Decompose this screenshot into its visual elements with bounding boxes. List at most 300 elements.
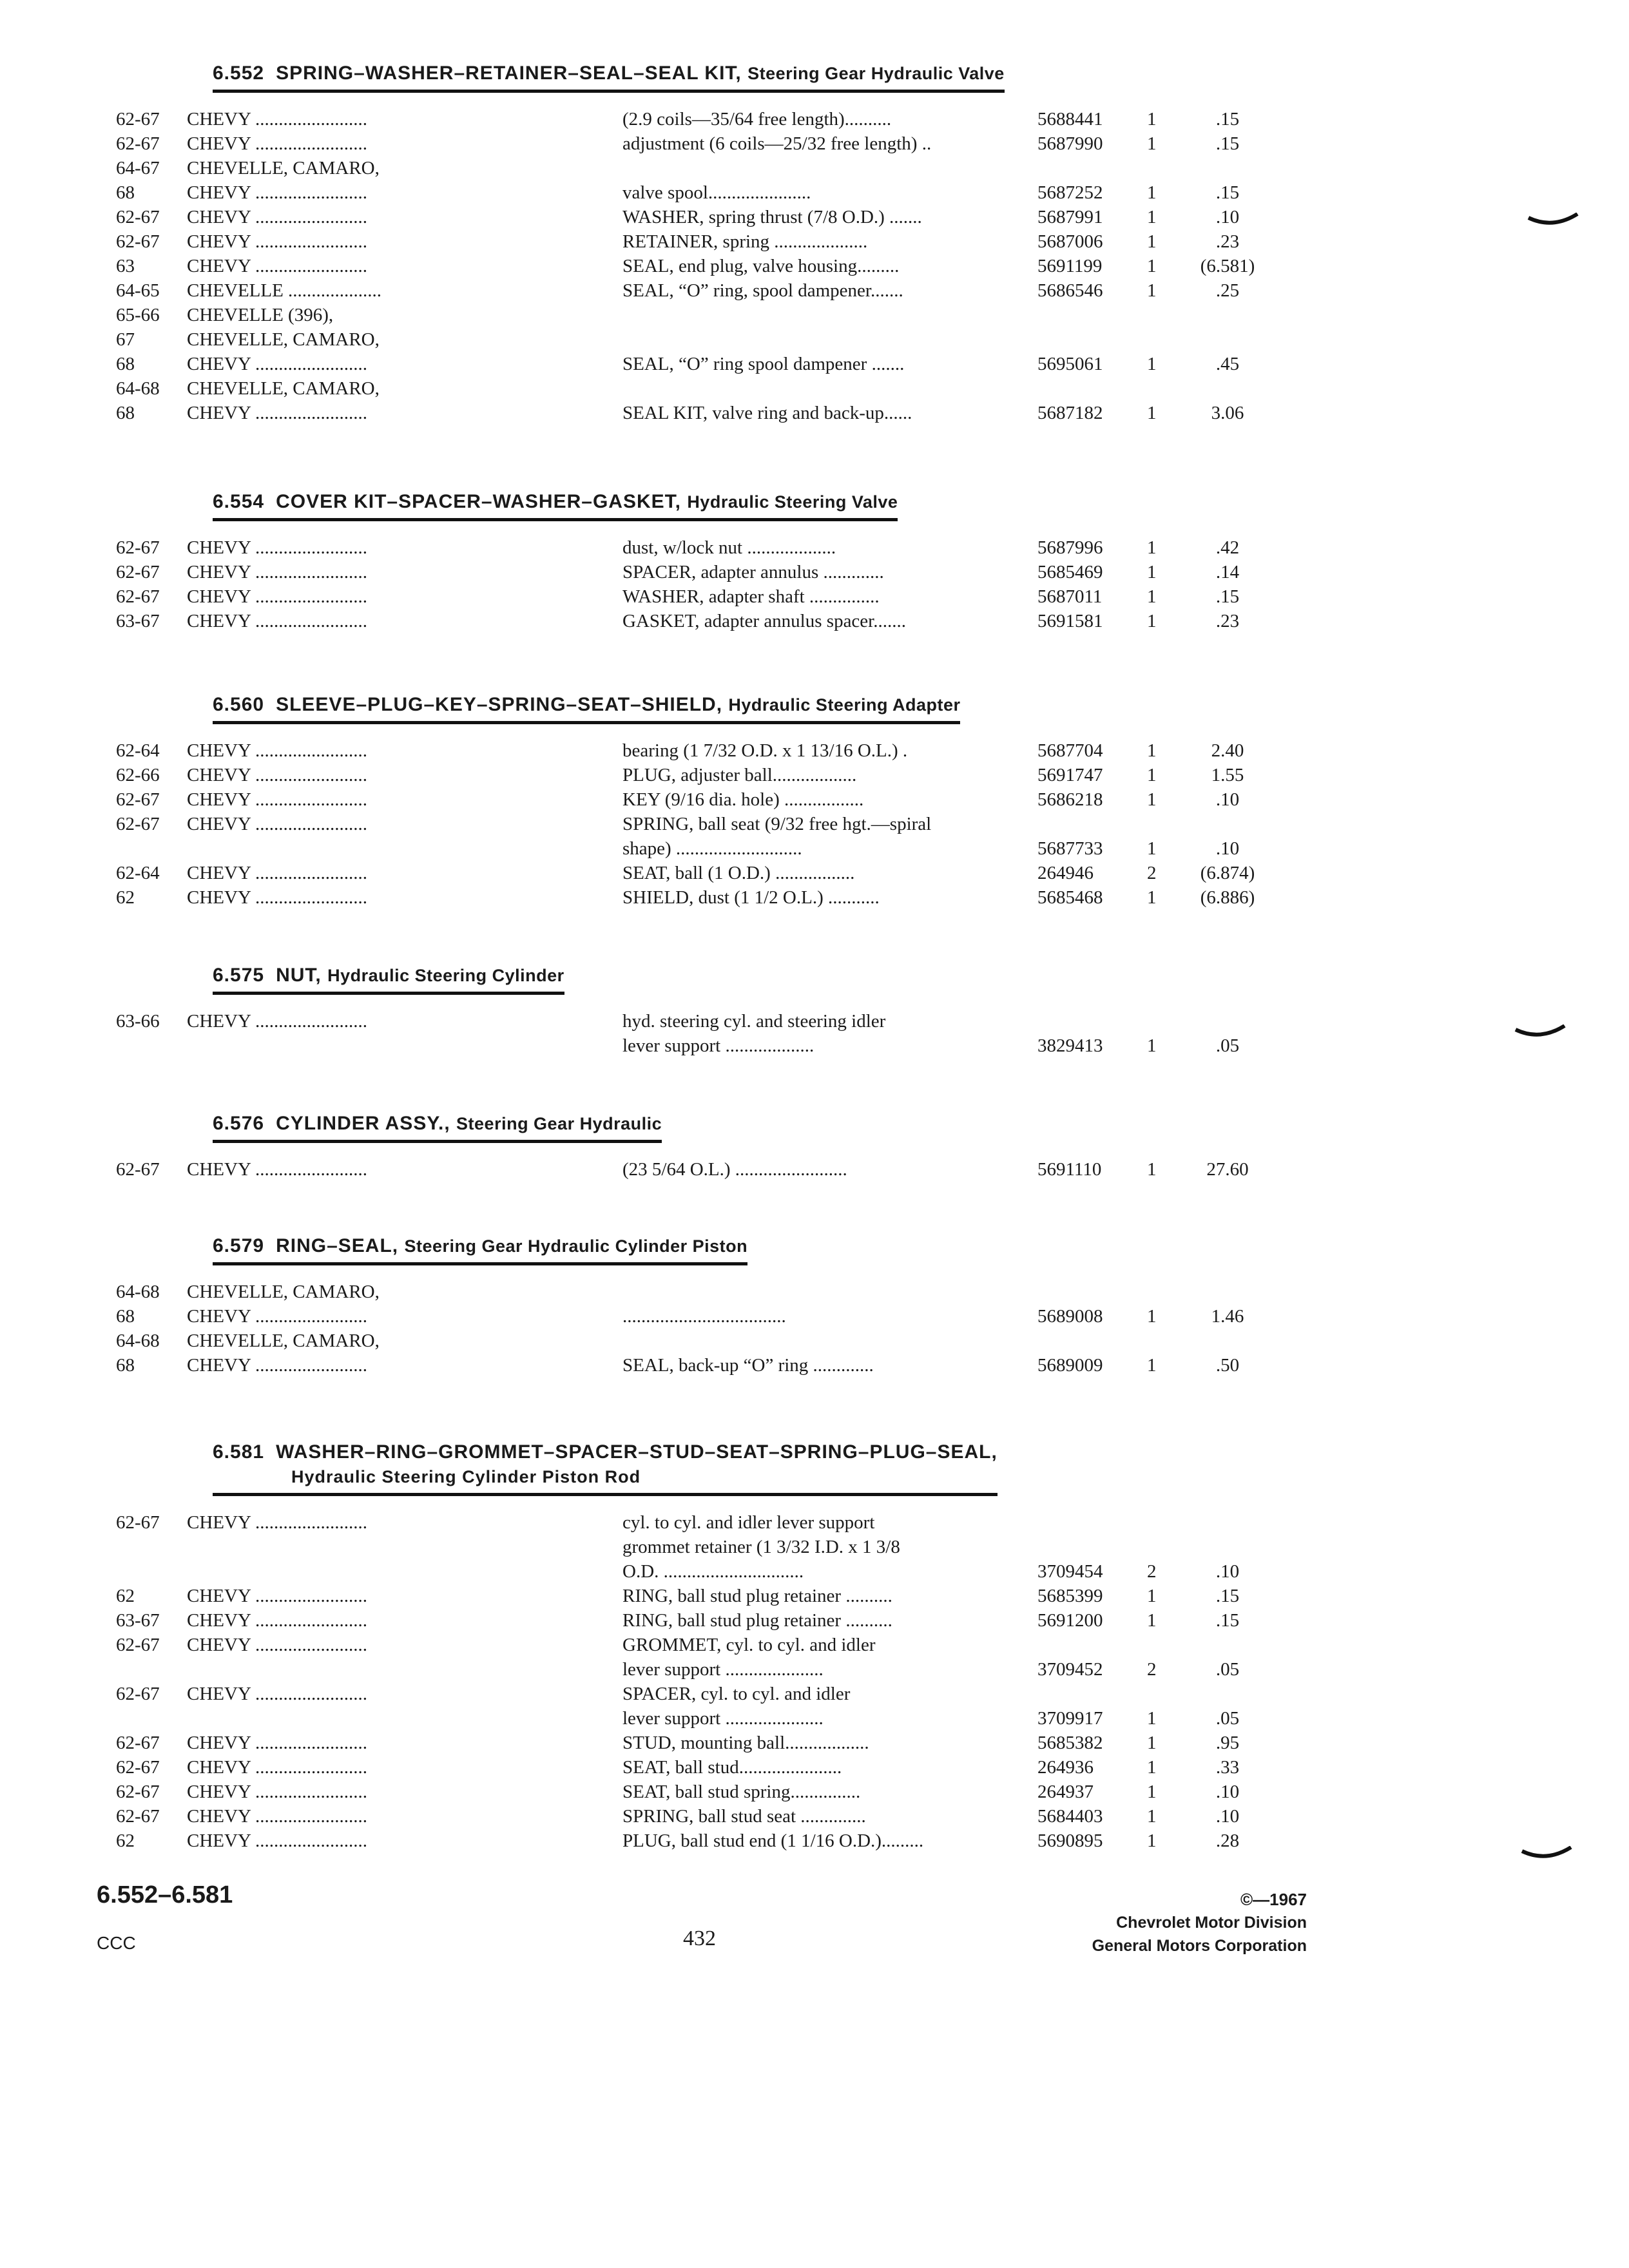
table-row: [103, 1608, 1302, 1633]
part-description: SPRING, ball seat (9/32 free hgt.—spiral: [622, 814, 932, 834]
table-row: [103, 205, 1302, 229]
catalog-section: [103, 490, 1302, 633]
model-year: 62-67: [116, 1782, 160, 1802]
corporation-name: General Motors Corporation: [1092, 1937, 1307, 1955]
model-year: 62-64: [116, 863, 160, 883]
catalog-section: [103, 1234, 1302, 1378]
table-row: [103, 229, 1302, 254]
vehicle-make: CHEVY ........................: [187, 109, 368, 130]
part-description: ...................................: [622, 1306, 786, 1327]
model-year: 62-67: [116, 1733, 160, 1753]
quantity: 1: [1147, 562, 1157, 582]
part-description: cyl. to cyl. and idler lever support: [622, 1512, 875, 1533]
model-year: 62-67: [116, 109, 160, 130]
section-heading: [213, 1111, 662, 1143]
part-number: 5690895: [1037, 1831, 1103, 1851]
section-title: NUT,: [276, 965, 322, 986]
quantity: 1: [1147, 133, 1157, 154]
part-number: 3829413: [1037, 1035, 1103, 1056]
price: .10: [1215, 1782, 1240, 1802]
section-heading: [213, 963, 564, 995]
table-row: [103, 1780, 1302, 1804]
price: 1.46: [1211, 1306, 1244, 1327]
part-number: 5687990: [1037, 133, 1103, 154]
vehicle-make: CHEVY ........................: [187, 1806, 368, 1827]
table-row: [103, 303, 1302, 327]
table-row: [103, 836, 1302, 861]
model-year: 62-67: [116, 133, 160, 154]
part-description: RING, ball stud plug retainer ..........: [622, 1610, 892, 1631]
section-heading: [213, 61, 1005, 93]
price: .28: [1215, 1831, 1240, 1851]
price: .05: [1215, 1035, 1240, 1056]
vehicle-make: CHEVY ........................: [187, 611, 368, 631]
vehicle-make: CHEVELLE, CAMARO,: [187, 329, 380, 350]
part-description: grommet retainer (1 3/32 I.D. x 1 3/8: [622, 1537, 900, 1557]
part-description: hyd. steering cyl. and steering idler: [622, 1011, 886, 1032]
price: 2.40: [1211, 740, 1244, 761]
vehicle-make: CHEVY ........................: [187, 1684, 368, 1704]
catalog-section: [103, 61, 1302, 425]
vehicle-make: CHEVY ........................: [187, 1610, 368, 1631]
quantity: 1: [1147, 1306, 1157, 1327]
margin-tick-mark: [1527, 213, 1579, 228]
price: 3.06: [1211, 403, 1244, 423]
model-year: 63: [116, 256, 135, 276]
part-number: 5689009: [1037, 1355, 1103, 1376]
quantity: 1: [1147, 231, 1157, 252]
division-name: Chevrolet Motor Division: [1116, 1914, 1307, 1932]
table-row: [103, 609, 1302, 633]
model-year: 62-67: [116, 1159, 160, 1180]
quantity: 1: [1147, 611, 1157, 631]
part-number: 5685399: [1037, 1586, 1103, 1606]
publisher-block: [1092, 1888, 1307, 1957]
part-description: KEY (9/16 dia. hole) .................: [622, 789, 864, 810]
section-subtitle: Steering Gear Hydraulic: [456, 1114, 662, 1133]
vehicle-make: CHEVY ........................: [187, 256, 368, 276]
part-description: shape) ...........................: [622, 838, 802, 859]
section-title: CYLINDER ASSY.,: [276, 1113, 450, 1134]
quantity: 1: [1147, 1610, 1157, 1631]
section-subtitle: Hydraulic Steering Cylinder Piston Rod: [291, 1467, 641, 1486]
vehicle-make: CHEVY ........................: [187, 1512, 368, 1533]
vehicle-make: CHEVY ........................: [187, 740, 368, 761]
vehicle-make: CHEVY ........................: [187, 403, 368, 423]
model-year: 68: [116, 403, 135, 423]
part-number: 5687006: [1037, 231, 1103, 252]
part-description: GROMMET, cyl. to cyl. and idler: [622, 1635, 876, 1655]
table-row: [103, 1280, 1302, 1304]
quantity: 1: [1147, 207, 1157, 227]
vehicle-make: CHEVY ........................: [187, 207, 368, 227]
table-row: [103, 1510, 1302, 1535]
table-row: [103, 560, 1302, 584]
vehicle-make: CHEVY ........................: [187, 1306, 368, 1327]
section-number: 6.576: [213, 1113, 265, 1134]
quantity: 1: [1147, 1586, 1157, 1606]
copyright: ©—1967: [1240, 1890, 1307, 1909]
table-row: [103, 1755, 1302, 1780]
section-number: 6.552: [213, 62, 265, 84]
vehicle-make: CHEVY ........................: [187, 562, 368, 582]
vehicle-make: CHEVY ........................: [187, 814, 368, 834]
model-year: 63-67: [116, 1610, 160, 1631]
price: .15: [1215, 586, 1240, 607]
table-row: [103, 1657, 1302, 1682]
catalog-section: [103, 963, 1302, 1058]
section-title: RING–SEAL,: [276, 1235, 399, 1256]
part-description: lever support ...................: [622, 1035, 815, 1056]
part-description: (23 5/64 O.L.) ........................: [622, 1159, 847, 1180]
part-description: dust, w/lock nut ...................: [622, 537, 836, 558]
vehicle-make: CHEVY ........................: [187, 789, 368, 810]
price: .15: [1215, 1586, 1240, 1606]
price: .45: [1215, 354, 1240, 374]
part-number: 5686218: [1037, 789, 1103, 810]
parts-table: [103, 1157, 1302, 1182]
section-subtitle: Steering Gear Hydraulic Valve: [747, 64, 1005, 83]
part-number: 5687182: [1037, 403, 1103, 423]
part-number: 5695061: [1037, 354, 1103, 374]
part-description: STUD, mounting ball..................: [622, 1733, 869, 1753]
part-description: SEAT, ball stud......................: [622, 1757, 842, 1778]
quantity: 2: [1147, 1659, 1157, 1680]
vehicle-make: CHEVY ........................: [187, 354, 368, 374]
price: 27.60: [1206, 1159, 1249, 1180]
part-description: valve spool......................: [622, 182, 811, 203]
part-description: WASHER, spring thrust (7/8 O.D.) .......: [622, 207, 922, 227]
part-description: SEAL, back-up “O” ring .............: [622, 1355, 874, 1376]
price: .05: [1215, 1708, 1240, 1729]
catalog-section: [103, 1111, 1302, 1182]
table-row: [103, 1559, 1302, 1584]
parts-table: [103, 1009, 1302, 1058]
table-row: [103, 401, 1302, 425]
table-row: [103, 1009, 1302, 1033]
price: .10: [1215, 207, 1240, 227]
part-number: 5691199: [1037, 256, 1103, 276]
vehicle-make: CHEVY ........................: [187, 1635, 368, 1655]
part-number: 5685469: [1037, 562, 1103, 582]
part-description: SEAT, ball stud spring...............: [622, 1782, 861, 1802]
model-year: 62-67: [116, 207, 160, 227]
quantity: 1: [1147, 256, 1157, 276]
quantity: 1: [1147, 1806, 1157, 1827]
part-number: 5687996: [1037, 537, 1103, 558]
table-row: [103, 278, 1302, 303]
price: .25: [1215, 280, 1240, 301]
model-year: 64-65: [116, 280, 160, 301]
table-row: [103, 738, 1302, 763]
model-year: 62-67: [116, 789, 160, 810]
vehicle-make: CHEVY ........................: [187, 1782, 368, 1802]
part-number: 5687011: [1037, 586, 1103, 607]
model-year: 64-68: [116, 1331, 160, 1351]
vehicle-make: CHEVY ........................: [187, 1586, 368, 1606]
section-subtitle: Steering Gear Hydraulic Cylinder Piston: [404, 1236, 748, 1256]
section-title: SPRING–WASHER–RETAINER–SEAL–SEAL KIT,: [276, 62, 742, 84]
model-year: 63-66: [116, 1011, 160, 1032]
table-row: [103, 812, 1302, 836]
section-subtitle: Hydraulic Steering Adapter: [728, 695, 961, 715]
part-description: GASKET, adapter annulus spacer.......: [622, 611, 906, 631]
model-year: 65-66: [116, 305, 160, 325]
table-row: [103, 885, 1302, 910]
vehicle-make: CHEVELLE, CAMARO,: [187, 1282, 380, 1302]
price: .10: [1215, 838, 1240, 859]
quantity: 1: [1147, 1355, 1157, 1376]
model-year: 64-68: [116, 378, 160, 399]
price: .15: [1215, 182, 1240, 203]
part-number: 264936: [1037, 1757, 1094, 1778]
part-description: RETAINER, spring ....................: [622, 231, 868, 252]
table-row: [103, 584, 1302, 609]
section-number: 6.554: [213, 491, 265, 512]
part-description: PLUG, ball stud end (1 1/16 O.D.).........: [622, 1831, 924, 1851]
quantity: 1: [1147, 109, 1157, 130]
part-description: lever support .....................: [622, 1659, 824, 1680]
part-number: 5685468: [1037, 887, 1103, 908]
model-year: 68: [116, 1306, 135, 1327]
table-row: [103, 861, 1302, 885]
model-year: 62-66: [116, 765, 160, 785]
part-description: O.D. ..............................: [622, 1561, 804, 1582]
vehicle-make: CHEVELLE ....................: [187, 280, 382, 301]
part-number: 264946: [1037, 863, 1094, 883]
quantity: 1: [1147, 789, 1157, 810]
quantity: 1: [1147, 586, 1157, 607]
table-row: [103, 1304, 1302, 1329]
part-description: SEAL, “O” ring spool dampener .......: [622, 354, 905, 374]
price: .15: [1215, 1610, 1240, 1631]
part-description: SPACER, adapter annulus .............: [622, 562, 884, 582]
price: (6.886): [1200, 887, 1255, 908]
quantity: 1: [1147, 838, 1157, 859]
quantity: 1: [1147, 537, 1157, 558]
quantity: 1: [1147, 1757, 1157, 1778]
vehicle-make: CHEVY ........................: [187, 586, 368, 607]
margin-tick-mark: [1521, 1846, 1572, 1861]
model-year: 62: [116, 1831, 135, 1851]
section-title: WASHER–RING–GROMMET–SPACER–STUD–SEAT–SPRING–PLUG–SEAL,: [276, 1441, 998, 1463]
part-description: lever support .....................: [622, 1708, 824, 1729]
price: (6.874): [1200, 863, 1255, 883]
table-row: [103, 1033, 1302, 1058]
model-year: 68: [116, 182, 135, 203]
table-row: [103, 1329, 1302, 1353]
vehicle-make: CHEVY ........................: [187, 1011, 368, 1032]
section-subtitle: Hydraulic Steering Cylinder: [327, 966, 564, 985]
vehicle-make: CHEVY ........................: [187, 765, 368, 785]
part-number: 3709917: [1037, 1708, 1103, 1729]
part-number: 5689008: [1037, 1306, 1103, 1327]
part-description: bearing (1 7/32 O.D. x 1 13/16 O.L.) .: [622, 740, 908, 761]
price: .23: [1215, 611, 1240, 631]
price: .10: [1215, 789, 1240, 810]
vehicle-make: CHEVELLE, CAMARO,: [187, 158, 380, 178]
part-number: 5686546: [1037, 280, 1103, 301]
vehicle-make: CHEVELLE, CAMARO,: [187, 1331, 380, 1351]
model-year: 64-67: [116, 158, 160, 178]
parts-table: [103, 738, 1302, 910]
table-row: [103, 1682, 1302, 1706]
quantity: 1: [1147, 1708, 1157, 1729]
price: .14: [1215, 562, 1240, 582]
section-heading: [213, 693, 960, 724]
quantity: 1: [1147, 1782, 1157, 1802]
part-number: 5691110: [1037, 1159, 1102, 1180]
model-year: 62-67: [116, 231, 160, 252]
model-year: 62-67: [116, 586, 160, 607]
table-row: [103, 180, 1302, 205]
part-description: SHIELD, dust (1 1/2 O.L.) ...........: [622, 887, 880, 908]
table-row: [103, 352, 1302, 376]
vehicle-make: CHEVELLE, CAMARO,: [187, 378, 380, 399]
vehicle-make: CHEVY ........................: [187, 133, 368, 154]
vehicle-make: CHEVY ........................: [187, 887, 368, 908]
table-row: [103, 1633, 1302, 1657]
parts-table: [103, 1280, 1302, 1378]
section-heading: [213, 1440, 998, 1496]
vehicle-make: CHEVELLE (396),: [187, 305, 334, 325]
part-number: 3709454: [1037, 1561, 1103, 1582]
part-number: 264937: [1037, 1782, 1094, 1802]
part-number: 5688441: [1037, 109, 1103, 130]
table-row: [103, 1731, 1302, 1755]
part-number: 5691747: [1037, 765, 1103, 785]
model-year: 62-67: [116, 1757, 160, 1778]
model-year: 63-67: [116, 611, 160, 631]
quantity: 2: [1147, 863, 1157, 883]
vehicle-make: CHEVY ........................: [187, 863, 368, 883]
table-row: [103, 1584, 1302, 1608]
model-year: 67: [116, 329, 135, 350]
vehicle-make: CHEVY ........................: [187, 537, 368, 558]
vehicle-make: CHEVY ........................: [187, 231, 368, 252]
part-number: 5687252: [1037, 182, 1103, 203]
table-row: [103, 131, 1302, 156]
section-title: COVER KIT–SPACER–WASHER–GASKET,: [276, 491, 681, 512]
section-number: 6.560: [213, 694, 265, 715]
section-number: 6.581: [213, 1441, 265, 1463]
part-number: 5687704: [1037, 740, 1103, 761]
section-number: 6.579: [213, 1235, 265, 1256]
margin-tick-mark: [1514, 1024, 1566, 1040]
quantity: 1: [1147, 280, 1157, 301]
quantity: 1: [1147, 1733, 1157, 1753]
section-range: 6.552–6.581: [97, 1881, 233, 1908]
price: .15: [1215, 133, 1240, 154]
model-year: 68: [116, 1355, 135, 1376]
quantity: 1: [1147, 403, 1157, 423]
quantity: 1: [1147, 765, 1157, 785]
model-year: 62: [116, 1586, 135, 1606]
section-title: SLEEVE–PLUG–KEY–SPRING–SEAT–SHIELD,: [276, 694, 723, 715]
parts-table: [103, 535, 1302, 633]
price: .33: [1215, 1757, 1240, 1778]
table-row: [103, 1706, 1302, 1731]
quantity: 1: [1147, 1831, 1157, 1851]
table-row: [103, 1353, 1302, 1378]
model-year: 62-67: [116, 1806, 160, 1827]
quantity: 1: [1147, 887, 1157, 908]
vehicle-make: CHEVY ........................: [187, 1757, 368, 1778]
part-number: 5684403: [1037, 1806, 1103, 1827]
vehicle-make: CHEVY ........................: [187, 1159, 368, 1180]
vehicle-make: CHEVY ........................: [187, 1733, 368, 1753]
section-subtitle: Hydraulic Steering Valve: [687, 492, 898, 512]
model-year: 64-68: [116, 1282, 160, 1302]
part-description: SEAL, “O” ring, spool dampener.......: [622, 280, 903, 301]
table-row: [103, 1829, 1302, 1853]
part-description: RING, ball stud plug retainer ..........: [622, 1586, 892, 1606]
model-year: 62-67: [116, 814, 160, 834]
table-row: [103, 535, 1302, 560]
catalog-section: [103, 693, 1302, 910]
table-row: [103, 327, 1302, 352]
table-row: [103, 787, 1302, 812]
table-row: [103, 1804, 1302, 1829]
model-year: 62-67: [116, 1684, 160, 1704]
price: .10: [1215, 1561, 1240, 1582]
section-heading: [213, 490, 898, 521]
part-number: 5687991: [1037, 207, 1103, 227]
quantity: 1: [1147, 182, 1157, 203]
part-description: SEAT, ball (1 O.D.) .................: [622, 863, 855, 883]
section-number: 6.575: [213, 965, 265, 986]
part-description: SEAL KIT, valve ring and back-up......: [622, 403, 912, 423]
catalog-section: [103, 1440, 1302, 1853]
part-number: 5691200: [1037, 1610, 1103, 1631]
part-description: PLUG, adjuster ball..................: [622, 765, 857, 785]
table-row: [103, 1535, 1302, 1559]
vehicle-make: CHEVY ........................: [187, 182, 368, 203]
part-description: adjustment (6 coils—25/32 free length) ..: [622, 133, 932, 154]
quantity: 1: [1147, 1159, 1157, 1180]
part-description: SPRING, ball stud seat ..............: [622, 1806, 866, 1827]
price: .15: [1215, 109, 1240, 130]
model-year: 62-67: [116, 1512, 160, 1533]
part-number: 5691581: [1037, 611, 1103, 631]
price: .23: [1215, 231, 1240, 252]
quantity: 1: [1147, 1035, 1157, 1056]
part-description: SEAL, end plug, valve housing.........: [622, 256, 900, 276]
part-number: 3709452: [1037, 1659, 1103, 1680]
vehicle-make: CHEVY ........................: [187, 1831, 368, 1851]
parts-table: [103, 107, 1302, 425]
part-description: SPACER, cyl. to cyl. and idler: [622, 1684, 851, 1704]
table-row: [103, 376, 1302, 401]
price: .42: [1215, 537, 1240, 558]
price: .50: [1215, 1355, 1240, 1376]
model-year: 68: [116, 354, 135, 374]
price: .05: [1215, 1659, 1240, 1680]
part-description: (2.9 coils—35/64 free length)..........: [622, 109, 892, 130]
section-heading: [213, 1234, 747, 1265]
price: 1.55: [1211, 765, 1244, 785]
vehicle-make: CHEVY ........................: [187, 1355, 368, 1376]
table-row: [103, 254, 1302, 278]
price: .95: [1215, 1733, 1240, 1753]
part-number: 5685382: [1037, 1733, 1103, 1753]
parts-table: [103, 1510, 1302, 1853]
table-row: [103, 1157, 1302, 1182]
part-number: 5687733: [1037, 838, 1103, 859]
model-year: 62-67: [116, 1635, 160, 1655]
table-row: [103, 763, 1302, 787]
model-year: 62-67: [116, 537, 160, 558]
